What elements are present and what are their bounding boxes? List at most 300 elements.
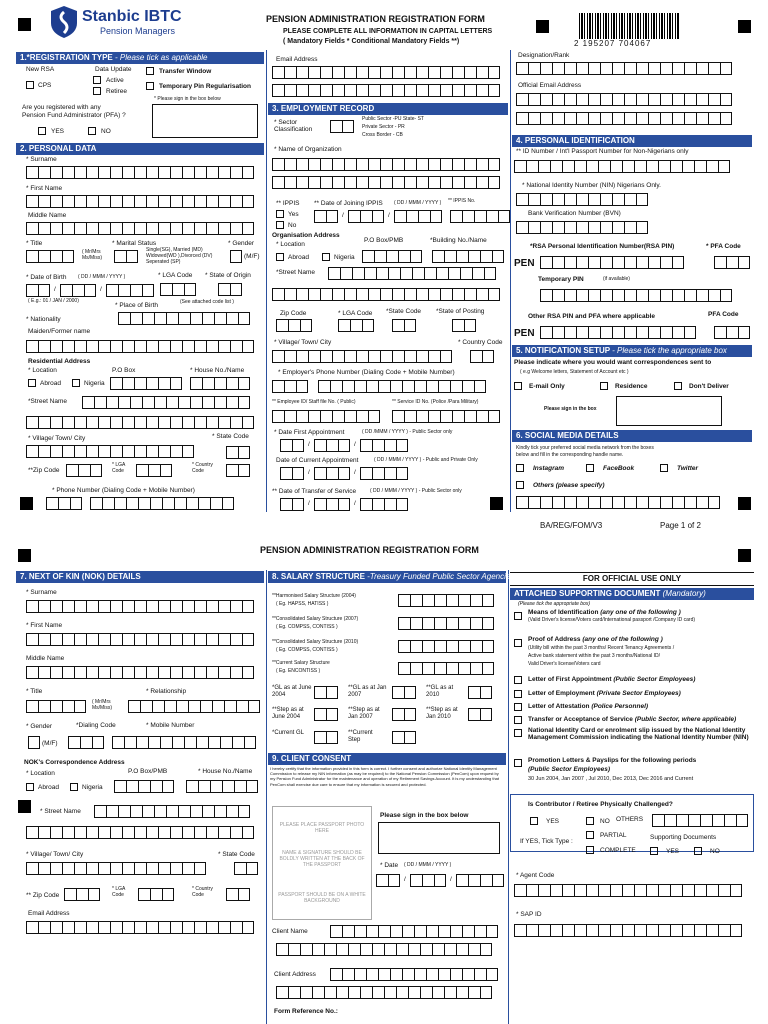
org-country-field[interactable] [470,350,494,363]
others-label: Others (please specify) [533,482,605,489]
pfa-code-label: PFA Code [708,311,739,318]
mobile-number-field[interactable] [90,497,234,510]
registration-mark [738,497,751,510]
sector-option: Public Sector -PU State- ST [362,116,424,122]
challenged-yes-checkbox[interactable] [530,817,538,825]
nok-title-label: * Title [26,688,43,695]
id-number-label: ** ID Number / Int'l Passport Number for Non-Nigerians only [516,148,689,155]
nok-village-field[interactable] [26,862,206,875]
gender-field[interactable] [230,250,242,263]
email-only-label: E-mail Only [529,383,565,390]
yes-label: YES [666,848,680,855]
social-desc: below and fill in the corresponding handle name. [516,452,624,458]
supporting-documents-label: Supporting Documents [650,834,717,841]
pfa-no-checkbox[interactable] [88,127,96,135]
section-social-media: 6. SOCIAL MEDIA DETAILS [512,430,752,442]
code-list-note: (See attached code list ) [180,299,234,305]
notification-sign-label: Please sign in the box [544,406,597,412]
building-field[interactable] [432,250,504,263]
registration-mark [18,549,31,562]
salary-2004-label: **Harmonised Salary Structure (2004) [272,593,356,599]
id-number-field[interactable] [514,160,730,173]
current-gl-field[interactable] [314,731,338,744]
salary-2007-example: ( Eg. COMPSS, CONTISS ) [276,624,338,630]
sap-id-label: * SAP ID [516,911,542,918]
current-appt-month[interactable] [314,467,350,480]
ippis-no-label: No [288,222,297,229]
doc-id-checkbox[interactable] [514,612,522,620]
ippis-label: ** IPPIS [276,200,300,207]
res-nigeria-checkbox[interactable] [72,379,80,387]
pfa-yes-label: YES [51,128,65,135]
column-divider [510,50,511,512]
street-field-line2[interactable] [26,416,254,429]
current-step-label: **Current Step [348,730,373,743]
challenged-others-field[interactable] [652,814,748,827]
doj-year-field[interactable] [394,210,442,223]
transfer-date-label: ** Date of Transfer of Service [272,488,357,495]
email-only-checkbox[interactable] [514,382,522,390]
new-rsa-label: New RSA [26,66,55,73]
official-email-label: Official Email Address [518,82,582,89]
state-of-origin-label: * State of Origin [205,272,251,279]
employer-phone-field[interactable] [318,380,486,393]
state-code-label: * State Code [218,851,255,858]
section-attached-documents: ATTACHED SUPPORTING DOCUMENT (Mandatory) [510,588,754,600]
others-checkbox[interactable] [516,481,524,489]
nok-gender-options: (M/F) [42,740,58,747]
org-pobox-field[interactable] [362,250,422,263]
email-field[interactable] [272,66,500,79]
temporary-pin-label: Temporary Pin Regularisation [159,83,251,90]
nok-street-field[interactable] [94,805,250,818]
client-address-field[interactable] [330,968,498,981]
transfer-day[interactable] [280,498,304,511]
pfa-question-label: Are you registered with any [22,104,101,111]
pfa-question-label: Pension Fund Administrator (PFA) ? [22,112,126,119]
nok-street-field-line2[interactable] [26,826,254,839]
nigeria-label: Nigeria [84,380,105,387]
nok-gender-field[interactable] [28,736,40,749]
nok-mobile-label: * Mobile Number [146,722,195,729]
dob-label: * Date of Birth [26,274,67,281]
location-label: * Location [26,770,55,777]
cps-checkbox[interactable] [26,81,34,89]
nok-surname-label: * Surname [26,589,57,596]
doc-transfer-checkbox[interactable] [514,716,522,724]
nok-abroad-checkbox[interactable] [26,783,34,791]
place-of-birth-field[interactable] [118,312,250,325]
consent-date-format: ( DD / MMM / YYYY ) [404,862,452,868]
salary-2007-label: **Consolidated Salary Structure (2007) [272,616,359,622]
sign-note: * Please sign in the box below [154,96,221,102]
res-abroad-checkbox[interactable] [28,379,36,387]
nok-first-name-field[interactable] [26,633,254,646]
lga-code-field[interactable] [136,464,172,477]
current-appt-day[interactable] [280,467,304,480]
street-label: *Street Name [28,398,68,405]
org-nigeria-checkbox[interactable] [322,253,330,261]
client-name-field-line2[interactable] [276,943,492,956]
consent-date-label: * Date [380,862,399,869]
nok-lga-field[interactable] [138,888,174,901]
maiden-name-label: Maiden/Former name [28,328,91,335]
ippis-no-label: ** IPPIS No. [448,198,476,204]
nok-pobox-field[interactable] [114,780,174,793]
supporting-yes-checkbox[interactable] [650,847,658,855]
doc-address-checkbox[interactable] [514,639,522,647]
pfa-code-field[interactable] [714,256,750,269]
pen-prefix: PEN [514,328,535,339]
temporary-pin-field[interactable] [540,289,732,302]
org-village-field[interactable] [272,350,452,363]
zip-field[interactable] [66,464,102,477]
org-street-field[interactable] [328,267,496,280]
registration-mark [18,800,31,813]
email-label: Email Address [276,56,318,63]
doc-attestation-checkbox[interactable] [514,703,522,711]
doc-employment-checkbox[interactable] [514,690,522,698]
pobox-label: P.O Box [112,367,136,374]
ippis-number-field[interactable] [450,210,510,223]
registration-signature-box[interactable] [152,104,258,138]
nok-email-label: Email Address [28,910,70,917]
transfer-year[interactable] [360,498,408,511]
barcode-number: 2 195207 704067 [574,39,652,48]
country-label: * Country Code [192,886,213,898]
consent-month-field[interactable] [410,874,446,887]
gl-2007-field[interactable] [392,686,416,699]
step-2004-field[interactable] [314,708,338,721]
active-label: Active [106,77,124,84]
sap-id-field[interactable] [514,924,742,937]
client-address-label: Client Address [274,971,316,978]
service-id-label: ** Service ID No. (Police /Para Military) [392,399,479,405]
transfer-window-checkbox[interactable] [146,67,154,75]
official-use-header: FOR OFFICIAL USE ONLY [510,572,754,586]
registration-mark [738,20,751,33]
nok-mobile-field[interactable] [112,736,256,749]
salary-2004-example: ( Eg. HAPSS, HATISS ) [276,601,329,607]
doc-nin-label: National Identity Card or enrolment slip issued by the National Identity Management Commission indicating the National Identity Number (NIN) [528,727,749,742]
marital-options: Single(SG), Married (MD) Widowed(WD ),Divorced (DV) Seperated (SP) [146,247,213,265]
lga-label: * LGA Code [338,310,373,317]
pobox-label: P.O Box/PMB [128,768,168,775]
sector-option: Private Sector - PR [362,124,405,130]
current-appt-year[interactable] [360,467,408,480]
salary-2007-field[interactable] [398,617,494,630]
lga-code-label: * LGA Code [158,272,193,279]
section-client-consent: 9. CLIENT CONSENT [268,753,506,765]
doc-first-appointment-label: Letter of First Appointment [528,676,612,683]
current-appointment-format: ( DD / MMM / YYYY ) - Public and Private Only [374,457,478,463]
client-name-field[interactable] [330,925,498,938]
gl-2004-field[interactable] [314,686,338,699]
official-email-field-line2[interactable] [516,112,732,125]
relationship-label: * Relationship [146,688,187,695]
nationality-label: * Nationality [26,316,61,323]
organization-field-line2[interactable] [272,176,500,189]
cps-label: CPS [38,82,52,89]
doj-label: ** Date of Joining IPPIS [314,200,383,207]
step-2010-field[interactable] [468,708,492,721]
nok-first-name-label: * First Name [26,622,63,629]
consent-year-field[interactable] [456,874,504,887]
employee-id-field[interactable] [272,410,380,423]
state-of-origin-field[interactable] [218,283,242,296]
nin-field[interactable] [516,193,648,206]
instagram-checkbox[interactable] [516,464,524,472]
doc-first-appointment-checkbox[interactable] [514,676,522,684]
doc-address-detail: Active bank statement within the past 3 months/National ID/ [528,653,661,659]
doj-day-field[interactable] [314,210,338,223]
consent-day-field[interactable] [376,874,400,887]
zip-label: **Zip Code [28,467,60,474]
salary-2004-field[interactable] [398,594,494,607]
doc-address-detail: (Utility bill within the past 3 months/ Recent Tenancy Agreements / [528,645,675,651]
surname-label: * Surname [26,156,57,163]
employer-dialing-field[interactable] [272,380,308,393]
doc-nin-checkbox[interactable] [514,729,522,737]
pfa-no-label: NO [101,128,111,135]
doc-promotion-note: (Public Sector Employees) [528,766,610,773]
org-abroad-checkbox[interactable] [276,253,284,261]
country-label: * Country Code [458,339,503,346]
state-code-label: * State Code [212,433,249,440]
partial-label: PARTIAL [600,832,627,839]
no-label: NO [600,818,610,825]
instagram-label: Instagram [533,465,565,472]
gl-2007-label: **GL as at Jan 2007 [348,685,387,698]
pobox-field[interactable] [110,377,182,390]
designation-field[interactable] [516,62,732,75]
dialing-code-field[interactable] [46,497,82,510]
step-2010-label: **Step as at Jan 2010 [426,707,458,720]
place-of-birth-label: * Place of Birth [115,302,158,309]
lga-code-label: * LGA Code [112,462,126,474]
nin-label: * National Identity Number (NIN) Nigerians Only. [522,182,661,189]
marital-status-field[interactable] [114,250,138,263]
surname-field[interactable] [26,166,254,179]
street-field[interactable] [82,396,250,409]
first-appt-year[interactable] [360,439,408,452]
location-label: * Location [28,367,57,374]
data-update-label: Data Update [95,66,132,73]
nok-zip-field[interactable] [64,888,100,901]
state-code-field[interactable] [226,446,250,459]
nok-address-label: NOK's Correspondence Address [24,759,125,766]
nigeria-label: Nigeria [82,784,103,791]
doc-promotion-label: Promotion Letters & Payslips for the following periods [528,757,697,764]
doc-transfer-label: Transfer or Acceptance of Service [528,716,633,723]
photo-instruction: NAME & SIGNATURE SHOULD BE BOLDLY WRITTEN AT THE BACK OF THE PASSPORT [279,850,365,868]
doc-promotion-checkbox[interactable] [514,759,522,767]
village-field[interactable] [26,445,194,458]
doc-address-label: Proof of Address [528,636,581,643]
nok-middle-name-label: Middle Name [26,655,65,662]
current-salary-example: ( Eg. ENCONTISS ) [276,668,321,674]
current-gl-label: *Current GL [272,730,305,736]
doc-promotion-dates: 30 Jun 2004, Jan 2007 , Jul 2010, Dec 2013, Dec 2016 and Current [528,776,694,782]
nok-dialing-field[interactable] [68,736,104,749]
facebook-checkbox[interactable] [586,464,594,472]
ippis-no-checkbox[interactable] [276,221,284,229]
complete-checkbox[interactable] [586,846,594,854]
dob-month-field[interactable] [60,284,96,297]
active-checkbox[interactable] [93,76,101,84]
other-pfa-code-field[interactable] [714,326,750,339]
lga-code-field[interactable] [160,283,196,296]
relationship-field[interactable] [128,700,260,713]
bvn-label: Bank Verification Number (BVN) [528,210,621,217]
posting-field[interactable] [452,319,476,332]
posting-label: *State of Posting [436,308,485,315]
sector-label: * Sector Classification [274,119,313,134]
location-label: * Location [276,241,305,248]
photo-instruction: PASSPORT SHOULD BE ON A WHITE BACKGROUND [278,892,366,904]
tick-note: (Please tick the appropriate box) [518,601,590,607]
registration-mark [738,549,751,562]
gl-2010-field[interactable] [468,686,492,699]
doc-id-detail: (Valid Driver's license/Voters card/International passport /Company ID card) [528,617,696,623]
nok-nigeria-checkbox[interactable] [70,783,78,791]
no-label: NO [710,848,720,855]
designation-label: Designation/Rank [518,52,570,59]
transfer-window-label: Transfer Window [159,68,212,75]
dont-deliver-checkbox[interactable] [674,382,682,390]
brand-name: Stanbic IBTC [82,8,182,25]
pfa-yes-checkbox[interactable] [38,127,46,135]
transfer-date-format: ( DD / MMM / YYYY ) - Public Sector only [370,488,462,494]
salary-2010-field[interactable] [398,640,494,653]
building-label: *Building No./Name [430,237,487,244]
zip-label: ** Zip Code [26,892,60,899]
step-2007-field[interactable] [392,708,416,721]
ippis-yes-label: Yes [288,211,299,218]
if-available-note: (if available) [603,276,630,282]
social-desc: Kindly tick your preferred social media network from the boxes [516,445,654,451]
dob-day-field[interactable] [26,284,50,297]
gl-2004-label: *GL as at June 2004 [272,685,312,698]
first-name-field[interactable] [26,195,254,208]
transfer-month[interactable] [314,498,350,511]
organization-field[interactable] [272,158,500,171]
others-label: OTHERS [616,816,644,823]
registration-mark [20,497,33,510]
village-label: * Village/ Town/ City [274,339,332,346]
nok-country-field[interactable] [226,888,250,901]
abroad-label: Abroad [38,784,59,791]
state-label: *State Code [386,308,422,315]
temporary-pin-label: Temporary PIN [538,276,584,283]
yes-label: YES [546,818,560,825]
salary-2010-label: **Consolidated Salary Structure (2010) [272,639,359,645]
consent-signature-box[interactable] [378,822,500,854]
photo-instruction: PLEASE PLACE PASSPORT PHOTO HERE [279,822,365,834]
consent-sign-label: Please sign in the box below [380,812,469,819]
client-address-field-line2[interactable] [276,986,492,999]
registration-mark [536,20,549,33]
supporting-no-checkbox[interactable] [694,847,702,855]
agent-code-field[interactable] [514,884,742,897]
partial-checkbox[interactable] [586,831,594,839]
service-id-field[interactable] [392,410,500,423]
nok-title-field[interactable] [26,700,86,713]
title-field[interactable] [26,250,74,263]
notification-example: ( e.g Welcome letters, Statement of Account etc ) [520,369,629,375]
bvn-field[interactable] [516,221,648,234]
ippis-yes-checkbox[interactable] [276,210,284,218]
current-step-field[interactable] [392,731,416,744]
first-appointment-label: * Date First Appointment [274,429,345,436]
consent-text: I hereby certify that the information provided in this form is correct. I further consent and authorize National Identity Management Commission to release my NIN information (as may be required) to the National Pension Commission (PenCom) upon request by my Pension Fund Administrator for the maintenance and operation of my Retirement Savings Account. It is my understanding that PenCom shall exercise due care to ensure that my information is secured and protected. [270,766,500,787]
nok-middle-name-field[interactable] [26,666,254,679]
doj-month-field[interactable] [348,210,384,223]
gender-label: * Gender [228,240,255,247]
section-personal-data: 2. PERSONAL DATA [16,143,264,155]
retiree-label: Retiree [106,88,127,95]
house-field[interactable] [190,377,250,390]
if-yes-label: If YES, Tick Type : [520,838,573,845]
page-number: Page 1 of 2 [660,521,701,530]
nok-state-code-field[interactable] [234,862,258,875]
org-street-field-line2[interactable] [272,288,500,301]
org-address-label: Organisation Address [272,232,340,239]
section-notification-setup: 5. NOTIFICATION SETUP - Please tick the appropriate box [512,345,752,357]
other-pin-field[interactable] [540,326,696,339]
lga-label: * LGA Code [112,886,126,898]
retiree-checkbox[interactable] [93,87,101,95]
social-handle-field[interactable] [516,496,720,509]
residence-label: Residence [615,383,648,390]
dont-deliver-label: Don't Deliver [689,383,729,390]
org-zip-field[interactable] [276,319,312,332]
residence-checkbox[interactable] [600,382,608,390]
dob-year-field[interactable] [106,284,154,297]
nok-email-field[interactable] [26,921,254,934]
first-appt-month[interactable] [314,439,350,452]
notification-signature-box[interactable] [616,396,722,426]
client-name-label: Client Name [272,928,308,935]
section-salary-structure: 8. SALARY STRUCTURE -Treasury Funded Public Sector Agencies Only [268,571,506,583]
maiden-name-field[interactable] [26,340,254,353]
org-lga-field[interactable] [338,319,374,332]
current-salary-label: **Current Salary Structure [272,660,330,666]
sector-field[interactable] [330,120,354,133]
village-label: * Village/ Town/ City [26,851,84,858]
twitter-checkbox[interactable] [660,464,668,472]
first-appt-day[interactable] [280,439,304,452]
other-pin-label: Other RSA PIN and PFA where applicable [528,313,656,320]
middle-name-field[interactable] [26,222,254,235]
barcode-icon [579,13,679,39]
nok-surname-field[interactable] [26,600,254,613]
section-personal-identification: 4. PERSONAL IDENTIFICATION [512,135,752,147]
email-field-line2[interactable] [272,84,500,97]
country-code-field[interactable] [226,464,250,477]
nok-house-field[interactable] [186,780,258,793]
house-label: * House No./Name [190,367,245,374]
current-salary-field[interactable] [398,662,494,675]
temporary-pin-checkbox[interactable] [146,82,154,90]
notification-question: Please indicate where you would want correspondences sent to [514,359,712,366]
residential-address-label: Residential Address [28,358,91,365]
rsa-pin-field[interactable] [540,256,684,269]
section-registration-type: 1.*REGISTRATION TYPE - Please tick as applicable [16,52,264,64]
official-email-field[interactable] [516,93,732,106]
challenged-no-checkbox[interactable] [586,817,594,825]
org-state-field[interactable] [392,319,416,332]
